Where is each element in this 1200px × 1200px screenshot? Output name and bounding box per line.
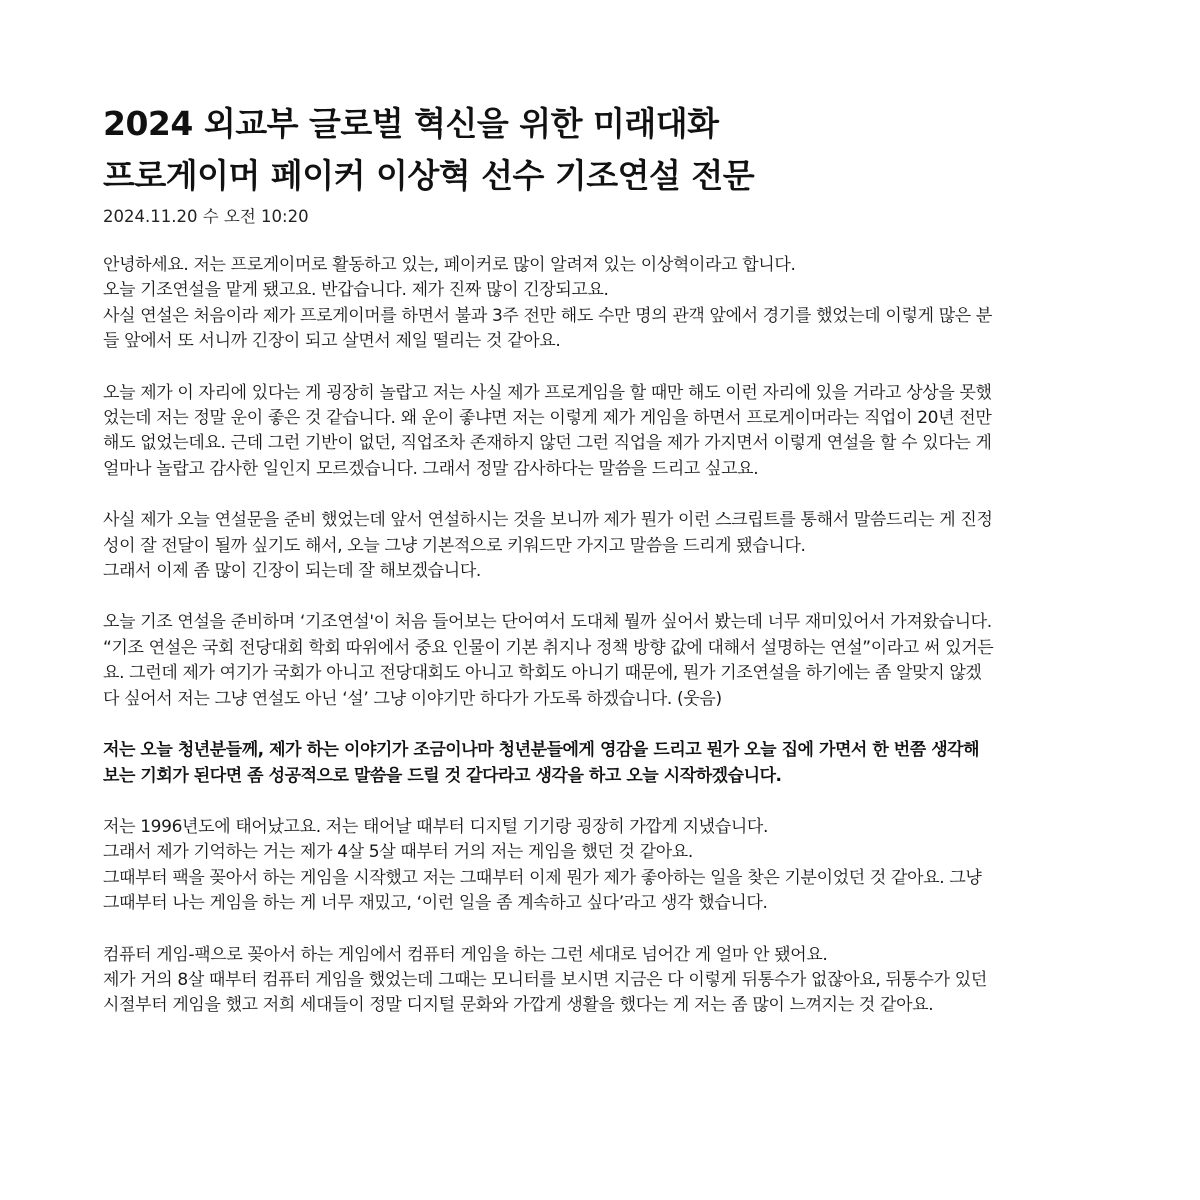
paragraph-line: 저는 1996년도에 태어났고요. 저는 태어날 때부터 디지털 기기랑 굉장히 가깝게 지냈습니다.: [103, 816, 769, 837]
paragraph-line: 오늘 제가 이 자리에 있다는 게 굉장히 놀랍고 저는 사실 제가 프로게임을 할 때만 해도 이런 자리에 있을 거라고 상상을 못했: [103, 382, 992, 403]
paragraph-line: 사실 제가 오늘 연설문을 준비 했었는데 앞서 연설하시는 것을 보니까 제가 뭔가 이런 스크립트를 통해서 말씀드리는 게 진정: [103, 510, 993, 531]
paragraph-line: 사실 연설은 처음이라 제가 프로게이머를 하면서 불과 3주 전만 해도 수만 명의 관객 앞에서 경기를 했었는데 이렇게 많은 분: [103, 305, 992, 326]
paragraph-4: [103, 610, 1103, 712]
paragraph-6: [103, 815, 1103, 917]
paragraph-line: 그때부터 나는 게임을 하는 게 너무 재밌고, ‘이런 일을 좀 계속하고 싶다’라고 생각 했습니다.: [103, 893, 768, 914]
paragraph-line: “기조 연설은 국회 전당대회 학회 따위에서 중요 인물이 기본 취지나 정책 방향 값에 대해서 설명하는 연설”이라고 써 있거든: [103, 637, 994, 658]
article-title: [103, 98, 1103, 202]
paragraph-1: [103, 253, 1103, 355]
paragraph-line: 오늘 기조 연설을 준비하며 ‘기조연설'이 처음 들어보는 단어여서 도대체 뭘까 싶어서 봤는데 너무 재미있어서 가져왔습니다.: [103, 612, 992, 633]
paragraph-line: 성이 잘 전달이 될까 싶기도 해서, 오늘 그냥 기본적으로 키워드만 가지고 말씀을 드리게 됐습니다.: [103, 535, 806, 556]
article-title-line-2: 프로게이머 페이커 이상혁 선수 기조연설 전문: [103, 156, 755, 195]
paragraph-7: [103, 943, 1103, 1019]
paragraph-line: 해도 없었는데요. 근데 그런 기반이 없던, 직업조차 존재하지 않던 그런 직업을 제가 가지면서 이렇게 연설을 할 수 있다는 게: [103, 433, 992, 454]
paragraph-line: 보는 기회가 된다면 좀 성공적으로 말씀을 드릴 것 같다라고 생각을 하고 오늘 시작하겠습니다.: [103, 765, 782, 786]
article-body: [103, 253, 1103, 1019]
paragraph-line: 들 앞에서 또 서니까 긴장이 되고 살면서 제일 떨리는 것 같아요.: [103, 331, 561, 352]
paragraph-line: 저는 오늘 청년분들께, 제가 하는 이야기가 조금이나마 청년분들에게 영감을 드리고 뭔가 오늘 집에 가면서 한 번쯤 생각해: [103, 740, 980, 761]
paragraph-5-highlight: [103, 738, 1103, 789]
paragraph-line: 었는데 저는 정말 운이 좋은 것 같습니다. 왜 운이 좋냐면 저는 이렇게 제가 게임을 하면서 프로게이머라는 직업이 20년 전만: [103, 408, 992, 429]
paragraph-3: [103, 508, 1103, 584]
article: [103, 98, 1103, 1045]
paragraph-2: [103, 381, 1103, 483]
article-title-line-1: 2024 외교부 글로벌 혁신을 위한 미래대화: [103, 104, 719, 143]
paragraph-line: 시절부터 게임을 했고 저희 세대들이 정말 디지털 문화와 가깝게 생활을 했다는 게 저는 좀 많이 느껴지는 것 같아요.: [103, 995, 934, 1016]
paragraph-line: 제가 거의 8살 때부터 컴퓨터 게임을 했었는데 그때는 모니터를 보시면 지금은 다 이렇게 뒤통수가 없잖아요, 뒤통수가 있던: [103, 969, 987, 990]
paragraph-line: 요. 그런데 제가 여기가 국회가 아니고 전당대회도 아니고 학회도 아니기 때문에, 뭔가 기조연설을 하기에는 좀 알맞지 않겠: [103, 663, 982, 684]
article-date: 2024.11.20 수 오전 10:20: [103, 207, 309, 226]
paragraph-line: 다 싶어서 저는 그냥 연설도 아닌 ‘설’ 그냥 이야기만 하다가 가도록 하겠습니다. (웃음): [103, 688, 722, 709]
paragraph-line: 얼마나 놀랍고 감사한 일인지 모르겠습니다. 그래서 정말 감사하다는 말씀을 드리고 싶고요.: [103, 458, 759, 479]
paragraph-line: 그래서 이제 좀 많이 긴장이 되는데 잘 해보겠습니다.: [103, 561, 481, 582]
paragraph-line: 컴퓨터 게임-팩으로 꽂아서 하는 게임에서 컴퓨터 게임을 하는 그런 세대로 넘어간 게 얼마 안 됐어요.: [103, 944, 828, 965]
paragraph-line: 오늘 기조연설을 맡게 됐고요. 반갑습니다. 제가 진짜 많이 긴장되고요.: [103, 280, 609, 301]
paragraph-line: 안녕하세요. 저는 프로게이머로 활동하고 있는, 페이커로 많이 알려져 있는 이상혁이라고 합니다.: [103, 255, 796, 275]
paragraph-line: 그래서 제가 기억하는 거는 제가 4살 5살 때부터 거의 저는 게임을 했던 것 같아요.: [103, 842, 693, 863]
paragraph-line: 그때부터 팩을 꽂아서 하는 게임을 시작했고 저는 그때부터 이제 뭔가 제가 좋아하는 일을 찾은 기분이었던 것 같아요. 그냥: [103, 867, 982, 888]
